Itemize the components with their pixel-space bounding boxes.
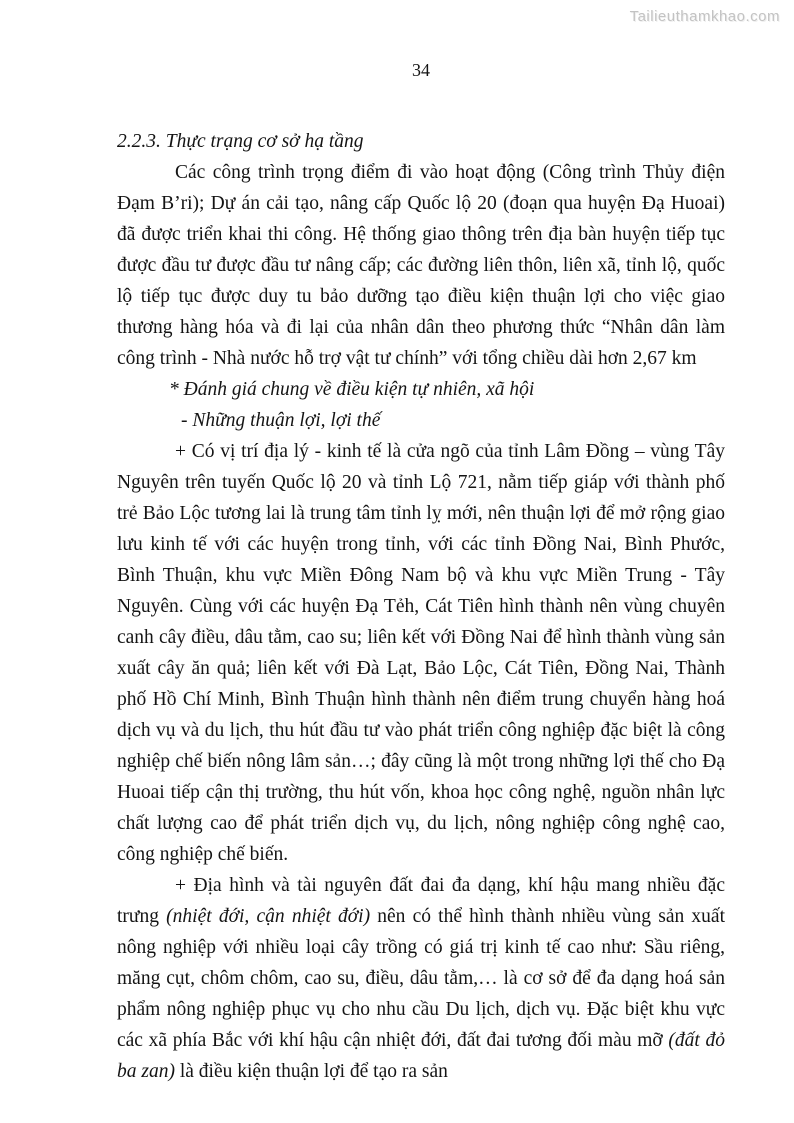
terrain-text-2: nên có thể hình thành nhiều vùng sản xuất nông nghiệp với nhiều loại cây trồng có giá trị kinh tế cao như: Sầu riêng, măng cụt, chôm chôm, cao su, điều, dâu tằm,… là cơ sở để đa dạng hoá sản phẩm nông nghiệp phục vụ cho nhu cầu Du lịch, dịch vụ. Đặc biệt khu vực các xã phía Bắc với khí hậu cận nhiệt đới, đất đai tương đối màu mỡ — [117, 906, 725, 1051]
terrain-text-1: + Địa hình và tài nguyên đất đai đa dạng, khí hậu mang nhiều đặc trưng — [117, 875, 725, 927]
paragraph-terrain-climate — [117, 870, 725, 1087]
subheading-general-assessment: * Đánh giá chung về điều kiện tự nhiên, xã hội — [169, 379, 535, 400]
terrain-italic-climate-note: (nhiệt đới, cận nhiệt đới) — [166, 906, 371, 927]
page-number: 34 — [412, 60, 430, 80]
page-content — [117, 126, 725, 1087]
paragraph-location-economy: + Có vị trí địa lý - kinh tế là cửa ngõ của tỉnh Lâm Đồng – vùng Tây Nguyên trên tuyến Quốc lộ 20 và tỉnh Lộ 721, nằm tiếp giáp với thành phố trẻ Bảo Lộc tương lai là trung tâm tỉnh lỵ mới, nên thuận lợi để mở rộng giao lưu kinh tế với các huyện trong tỉnh, với các tỉnh Đồng Nai, Bình Phước, Bình Thuận, khu vực Miền Đông Nam bộ và khu vực Miền Trung - Tây Nguyên. Cùng với các huyện Đạ Tẻh, Cát Tiên hình thành nên vùng chuyên canh cây điều, dâu tằm, cao su; liên kết với Đồng Nai để hình thành vùng sản xuất cây ăn quả; liên kết với Đà Lạt, Bảo Lộc, Cát Tiên, Đồng Nai, Thành phố Hồ Chí Minh, Bình Thuận hình thành nên điểm trung chuyển hàng hoá dịch vụ và du lịch, thu hút đầu tư vào phát triển công nghiệp đặc biệt là công nghiệp chế biến nông lâm sản…; đây cũng là một trong những lợi thế cho Đạ Huoai tiếp cận thị trường, thu hút vốn, khoa học công nghệ, nguồn nhân lực chất lượng cao để phát triển dịch vụ, du lịch, nông nghiệp công nghệ cao, công nghiệp chế biến. — [117, 441, 725, 865]
section-heading: 2.2.3. Thực trạng cơ sở hạ tầng — [117, 131, 364, 152]
terrain-italic-soil-note: (đất đỏ ba zan) — [117, 1030, 725, 1082]
label-advantages: - Những thuận lợi, lợi thế — [181, 410, 381, 431]
terrain-text-3: là điều kiện thuận lợi để tạo ra sản — [174, 1061, 448, 1082]
paragraph-infrastructure: Các công trình trọng điểm đi vào hoạt động (Công trình Thủy điện Đạm B’ri); Dự án cải tạo, nâng cấp Quốc lộ 20 (đoạn qua huyện Đạ Huoai) đã được triển khai thi công. Hệ thống giao thông trên địa bàn huyện tiếp tục được đầu tư được đầu tư nâng cấp; các đường liên thôn, liên xã, tỉnh lộ, quốc lộ tiếp tục được duy tu bảo dưỡng tạo điều kiện thuận lợi cho việc giao thương hàng hóa và đi lại của nhân dân theo phương thức “Nhân dân làm công trình - Nhà nước hỗ trợ vật tư chính” với tổng chiều dài hơn 2,67 km — [117, 162, 725, 369]
watermark: Tailieuthamkhao.com — [629, 8, 780, 25]
